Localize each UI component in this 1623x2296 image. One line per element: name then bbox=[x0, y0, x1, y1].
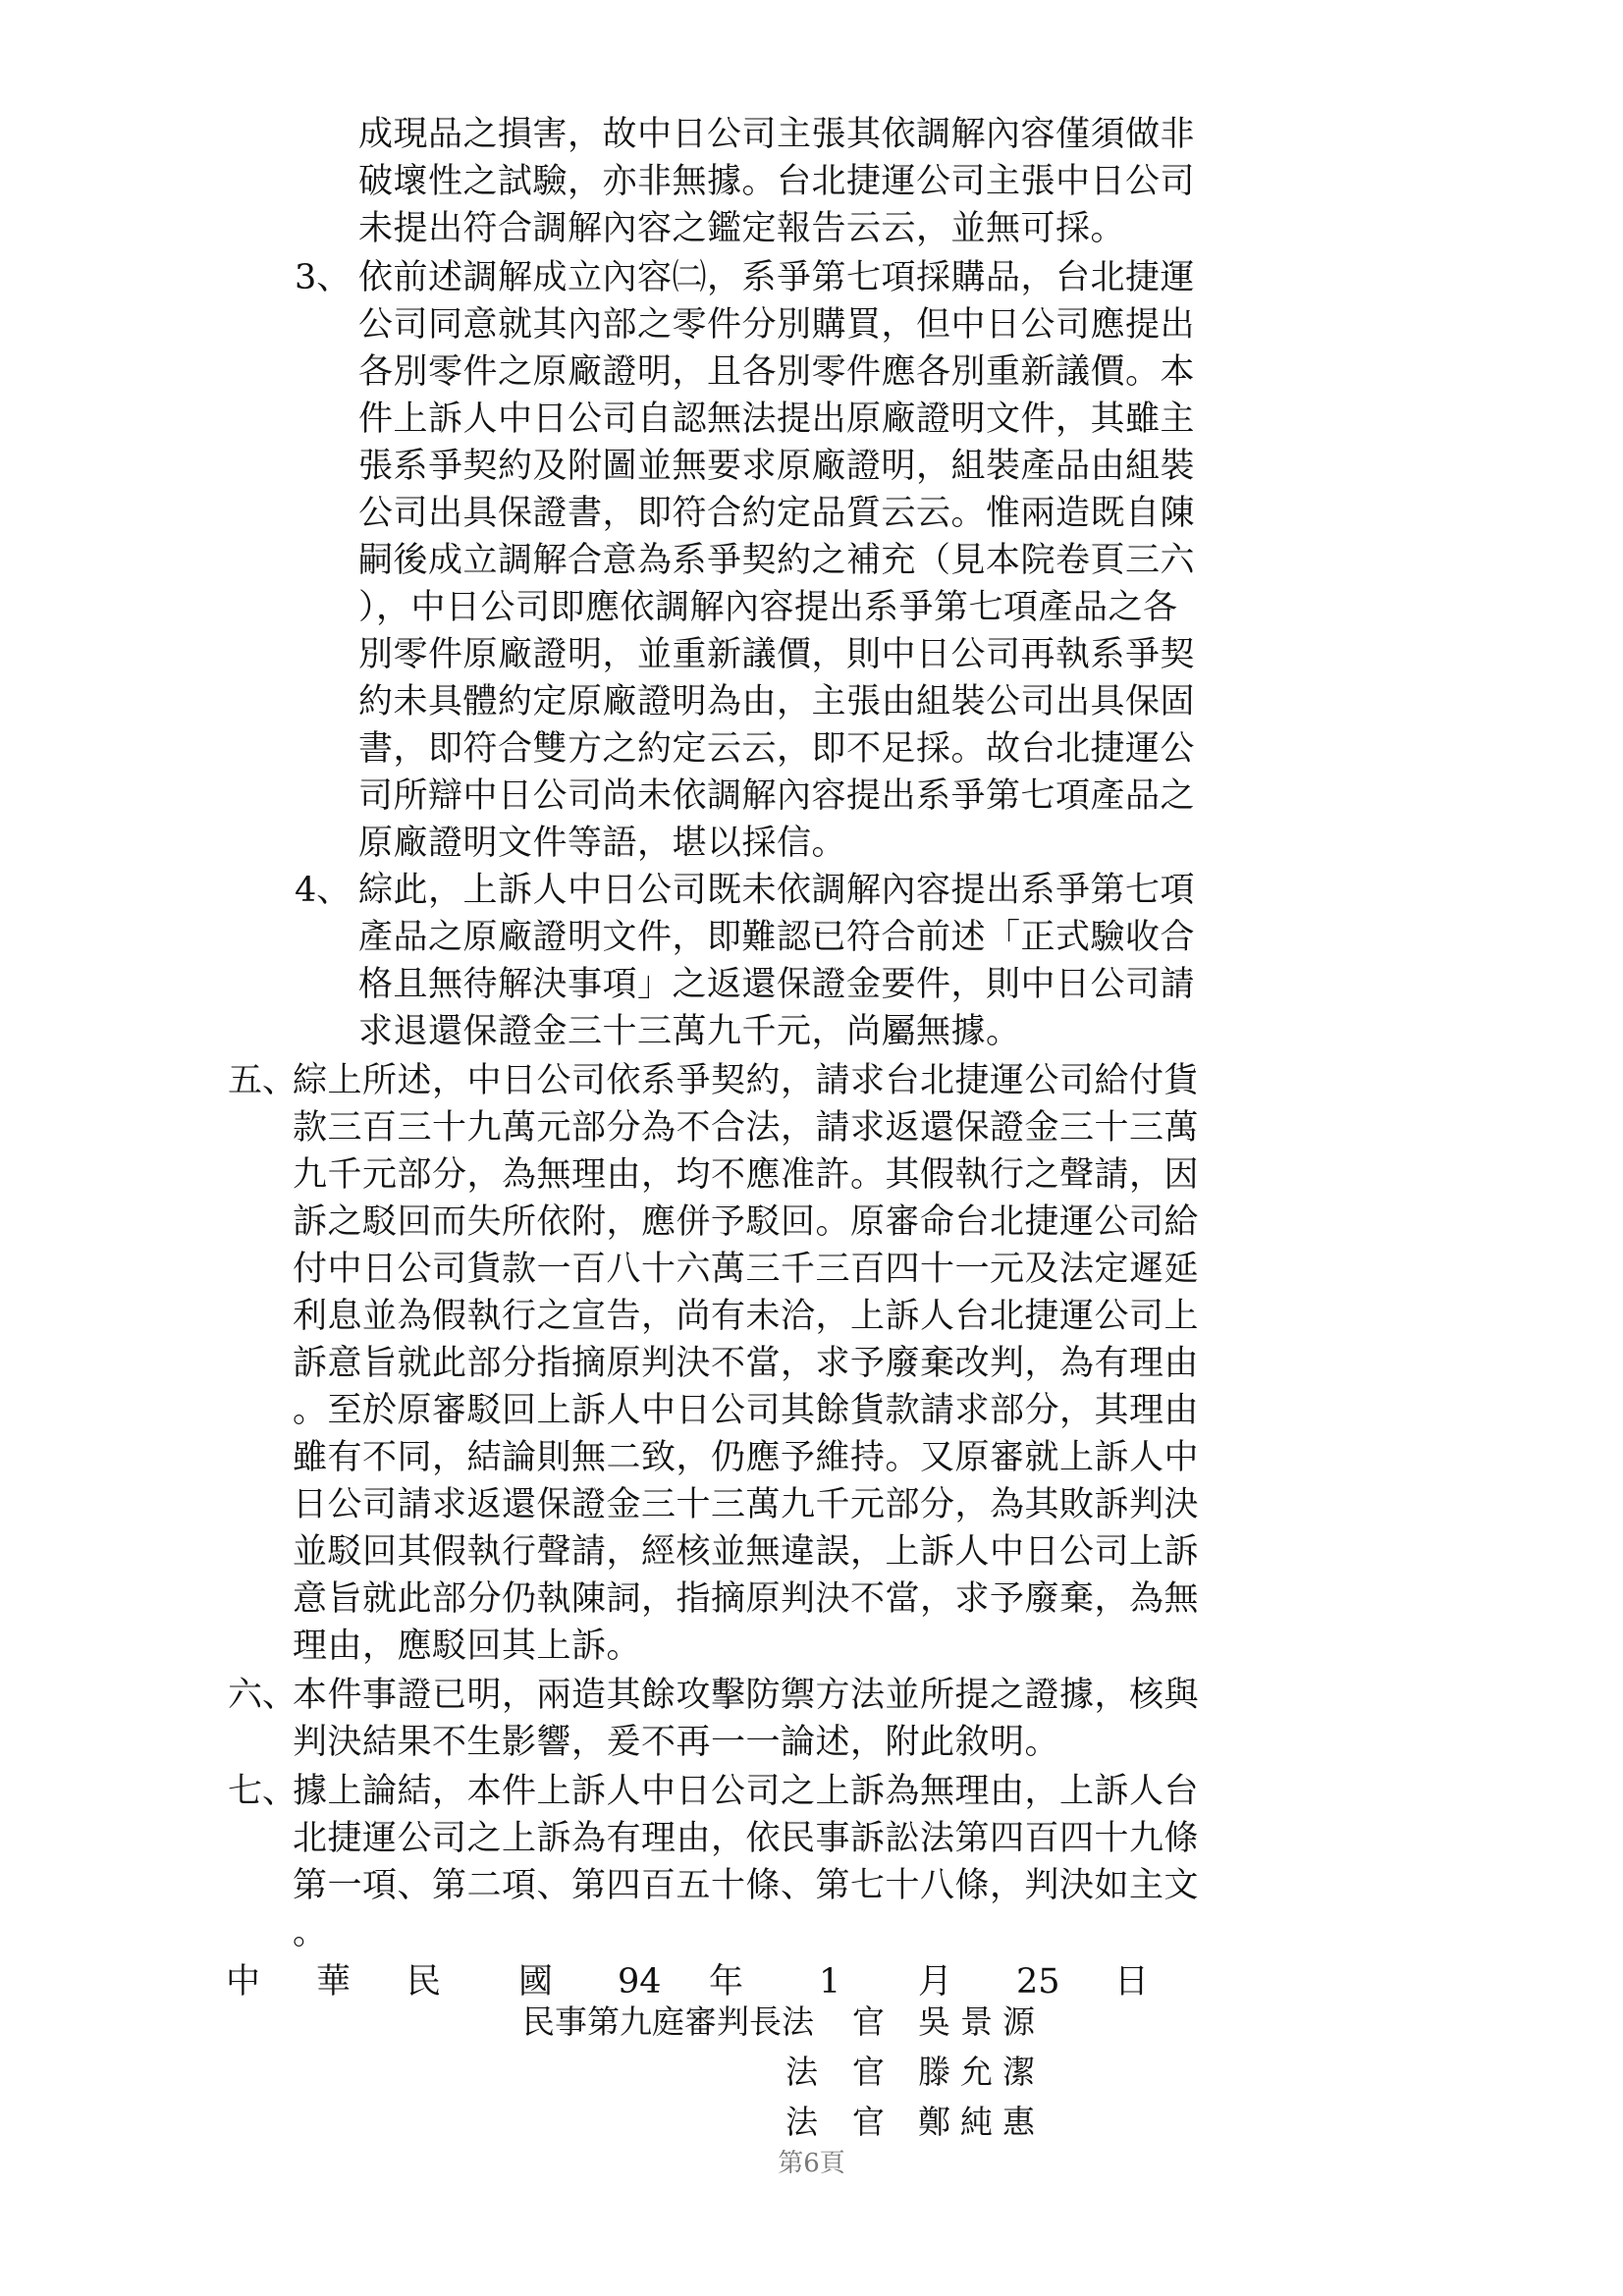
text-line: 破壞性之試驗，亦非無據。台北捷運公司主張中日公司 bbox=[358, 162, 1196, 201]
text-line: 公司出具保證書，即符合約定品質云云。惟兩造既自陳 bbox=[358, 494, 1196, 533]
text-line: 理由，應駁回其上訴。 bbox=[293, 1627, 642, 1666]
date-month: 1 bbox=[819, 1962, 841, 2002]
text-line: 公司同意就其內部之零件分別購買，但中日公司應提出 bbox=[358, 305, 1196, 345]
date-part: 國 bbox=[518, 1962, 554, 2002]
text-line: 九千元部分，為無理由，均不應准許。其假執行之聲請，因 bbox=[293, 1155, 1200, 1195]
date-part: 日 bbox=[1114, 1962, 1150, 2002]
section-marker: 六、 bbox=[228, 1676, 298, 1715]
title-char: 官 bbox=[852, 2103, 885, 2141]
text-line: 約未具體約定原廠證明為由，主張由組裝公司出具保固 bbox=[358, 682, 1196, 721]
text-line: 依前述調解成立內容㈡，系爭第七項採購品，台北捷運 bbox=[358, 258, 1196, 297]
court-division: 民事第九庭審判長法 bbox=[522, 2002, 814, 2041]
date-part: 年 bbox=[709, 1962, 744, 2002]
text-line: 意旨就此部分仍執陳詞，指摘原判決不當，求予廢棄，為無 bbox=[293, 1579, 1200, 1619]
date-day: 25 bbox=[1016, 1962, 1060, 2002]
text-line: 未提出符合調解內容之鑑定報告云云，並無可採。 bbox=[358, 209, 1126, 248]
text-line: 。 bbox=[293, 1913, 328, 1952]
text-line: 北捷運公司之上訴為有理由，依民事訴訟法第四百四十九條 bbox=[293, 1819, 1200, 1858]
text-line: 司所辯中日公司尚未依調解內容提出系爭第七項產品之 bbox=[358, 776, 1196, 816]
text-line: ），中日公司即應依調解內容提出系爭第七項產品之各 bbox=[358, 588, 1178, 627]
item-marker: 3、 bbox=[295, 258, 352, 297]
text-line: 綜此，上訴人中日公司既未依調解內容提出系爭第七項 bbox=[358, 871, 1196, 910]
text-line: 第一項、第二項、第四百五十條、第七十八條，判決如主文 bbox=[293, 1866, 1200, 1905]
text-line: 並駁回其假執行聲請，經核並無違誤，上訴人中日公司上訴 bbox=[293, 1532, 1200, 1572]
text-line: 求退還保證金三十三萬九千元，尚屬無據。 bbox=[358, 1012, 1021, 1051]
title-char: 法 bbox=[785, 2053, 818, 2091]
text-line: 嗣後成立調解合意為系爭契約之補充（見本院卷頁三六 bbox=[358, 541, 1196, 580]
text-line: 日公司請求返還保證金三十三萬九千元部分，為其敗訴判決 bbox=[293, 1485, 1200, 1524]
date-part: 華 bbox=[316, 1962, 352, 2002]
date-part: 民 bbox=[406, 1962, 442, 2002]
judge-name: 鄭純惠 bbox=[918, 2103, 1045, 2141]
text-line: 利息並為假執行之宣告，尚有未洽，上訴人台北捷運公司上 bbox=[293, 1297, 1200, 1336]
date-part: 月 bbox=[918, 1962, 953, 2002]
section-marker: 五、 bbox=[228, 1061, 298, 1100]
date-part: 中 bbox=[226, 1962, 261, 2002]
text-line: 據上論結，本件上訴人中日公司之上訴為無理由，上訴人台 bbox=[293, 1772, 1200, 1811]
title-char: 法 bbox=[785, 2103, 818, 2141]
text-line: 件上訴人中日公司自認無法提出原廠證明文件，其雖主 bbox=[358, 400, 1196, 439]
text-line: 書，即符合雙方之約定云云，即不足採。故台北捷運公 bbox=[358, 729, 1196, 769]
text-line: 張系爭契約及附圖並無要求原廠證明，組裝產品由組裝 bbox=[358, 447, 1196, 486]
text-line: 各別零件之原廠證明，且各別零件應各別重新議價。本 bbox=[358, 352, 1196, 392]
text-line: 綜上所述，中日公司依系爭契約，請求台北捷運公司給付貨 bbox=[293, 1061, 1200, 1100]
text-line: 成現品之損害，故中日公司主張其依調解內容僅須做非 bbox=[358, 115, 1196, 154]
text-line: 訴意旨就此部分指摘原判決不當，求予廢棄改判，為有理由 bbox=[293, 1344, 1200, 1383]
judge-name: 滕允潔 bbox=[918, 2053, 1045, 2091]
text-line: 雖有不同，結論則無二致，仍應予維持。又原審就上訴人中 bbox=[293, 1438, 1200, 1477]
text-line: 。至於原審駁回上訴人中日公司其餘貨款請求部分，其理由 bbox=[293, 1391, 1200, 1430]
page-number: 第6頁 bbox=[778, 2149, 845, 2178]
text-line: 產品之原廠證明文件，即難認已符合前述「正式驗收合 bbox=[358, 918, 1196, 957]
judge-name: 吳景源 bbox=[918, 2002, 1045, 2041]
date-year: 94 bbox=[618, 1962, 662, 2002]
text-line: 判決結果不生影響，爰不再一一論述，附此敘明。 bbox=[293, 1723, 1060, 1762]
title-char: 官 bbox=[852, 2002, 885, 2041]
item-marker: 4、 bbox=[295, 871, 352, 910]
text-line: 款三百三十九萬元部分為不合法，請求返還保證金三十三萬 bbox=[293, 1108, 1200, 1148]
text-line: 訴之駁回而失所依附，應併予駁回。原審命台北捷運公司給 bbox=[293, 1202, 1200, 1242]
text-line: 格且無待解決事項」之返還保證金要件，則中日公司請 bbox=[358, 965, 1196, 1004]
text-line: 別零件原廠證明，並重新議價，則中日公司再執系爭契 bbox=[358, 635, 1196, 674]
text-line: 原廠證明文件等語，堪以採信。 bbox=[358, 824, 847, 863]
text-line: 本件事證已明，兩造其餘攻擊防禦方法並所提之證據，核與 bbox=[293, 1676, 1200, 1715]
section-marker: 七、 bbox=[228, 1772, 298, 1811]
title-char: 官 bbox=[852, 2053, 885, 2091]
text-line: 付中日公司貨款一百八十六萬三千三百四十一元及法定遲延 bbox=[293, 1250, 1200, 1289]
